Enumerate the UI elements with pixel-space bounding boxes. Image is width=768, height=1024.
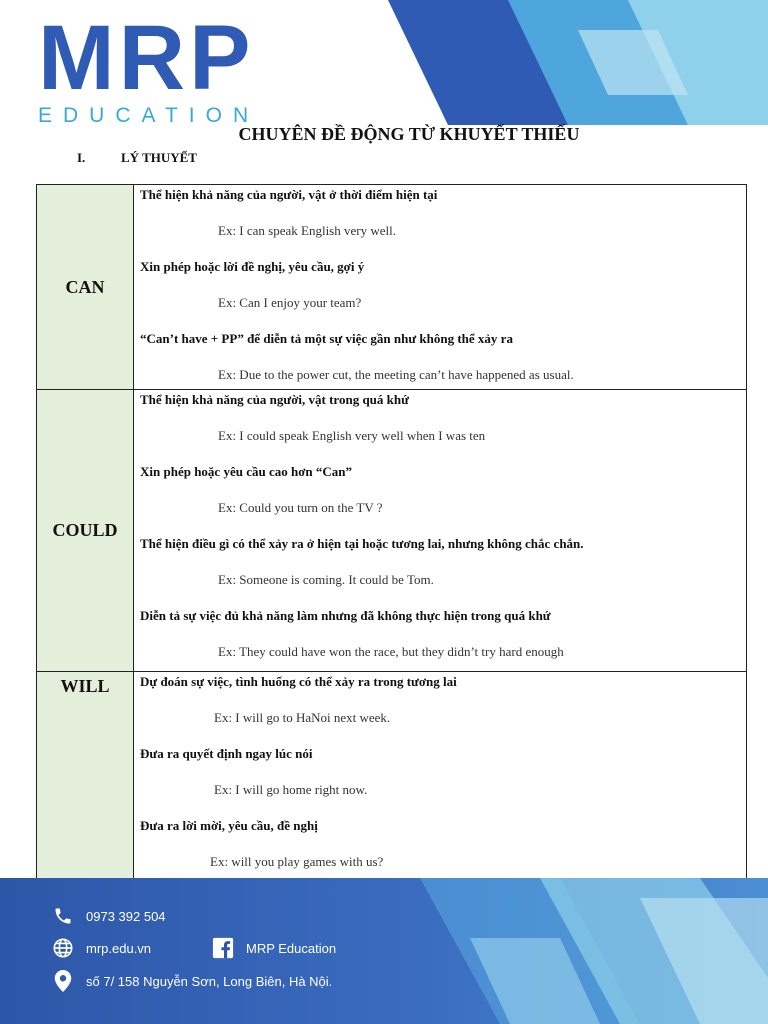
example: Ex: I will go home right now.	[214, 782, 368, 797]
usage-description: Thể hiện khả năng của người, vật trong quá khứ	[140, 392, 409, 407]
table-row	[37, 389, 746, 671]
usage-description: Xin phép hoặc yêu cầu cao hơn “Can”	[140, 464, 352, 479]
example: Ex: I will go to HaNoi next week.	[214, 710, 391, 725]
example: Ex: will you play games with us?	[210, 854, 384, 869]
usage-description: Xin phép hoặc lời đề nghị, yêu cầu, gợi ý	[140, 259, 365, 274]
example: Ex: Can I enjoy your team?	[218, 295, 362, 310]
footer-phone	[52, 905, 166, 927]
usage-description: Đưa ra lời mời, yêu cầu, đề nghị	[140, 818, 318, 833]
logo	[38, 7, 260, 125]
facebook-link[interactable]: MRP Education	[246, 940, 337, 956]
footer-website	[52, 937, 151, 959]
example: Ex: Could you turn on the TV ?	[218, 500, 383, 515]
header-decoration	[328, 0, 768, 125]
content-cell	[134, 390, 746, 671]
location-pin-icon	[52, 970, 74, 992]
table-row	[37, 671, 746, 887]
phone-icon	[52, 905, 74, 927]
usage-description: Thể hiện điều gì có thể xảy ra ở hiện tại hoặc tương lai, nhưng không chắc chắn.	[140, 536, 584, 551]
usage-description: Diễn tả sự việc đủ khả năng làm nhưng đã không thực hiện trong quá khứ	[140, 608, 551, 623]
address-text: số 7/ 158 Nguyễn Sơn, Long Biên, Hà Nội.	[86, 973, 333, 989]
logo-subtitle: EDUCATION	[38, 104, 260, 125]
example: Ex: Someone is coming. It could be Tom.	[218, 572, 434, 587]
modal-verbs-table	[36, 184, 747, 888]
verb-cell: CAN	[37, 185, 134, 389]
header	[0, 0, 768, 125]
facebook-icon	[212, 937, 234, 959]
example: Ex: I can speak English very well.	[218, 223, 396, 238]
usage-description: Đưa ra quyết định ngay lúc nói	[140, 746, 313, 761]
content-cell	[134, 672, 746, 887]
example: Ex: I could speak English very well when I was ten	[218, 428, 486, 443]
logo-text: MRP	[38, 7, 255, 109]
table-row	[37, 185, 746, 389]
usage-description: Thể hiện khả năng của người, vật ở thời điểm hiện tại	[140, 187, 438, 202]
footer-address	[52, 970, 332, 992]
footer-facebook	[212, 937, 336, 959]
globe-icon	[52, 937, 74, 959]
phone-number[interactable]: 0973 392 504	[86, 908, 166, 924]
section-heading	[77, 150, 197, 166]
website-link[interactable]: mrp.edu.vn	[86, 940, 152, 956]
example: Ex: Due to the power cut, the meeting can’t have happened as usual.	[218, 367, 574, 382]
document-title: CHUYÊN ĐỀ ĐỘNG TỪ KHUYẾT THIẾU	[238, 124, 580, 144]
section-number: I.	[77, 150, 86, 165]
verb-cell: COULD	[37, 390, 134, 671]
usage-description: “Can’t have + PP” để diễn tả một sự việc gần như không thể xảy ra	[140, 331, 513, 346]
section-title: LÝ THUYẾT	[121, 150, 197, 165]
footer	[0, 878, 768, 1024]
usage-description: Dự đoán sự việc, tình huống có thể xảy ra trong tương lai	[140, 674, 457, 689]
example: Ex: They could have won the race, but they didn’t try hard enough	[218, 644, 564, 659]
content-cell	[134, 185, 746, 389]
verb-cell: WILL	[37, 672, 134, 887]
